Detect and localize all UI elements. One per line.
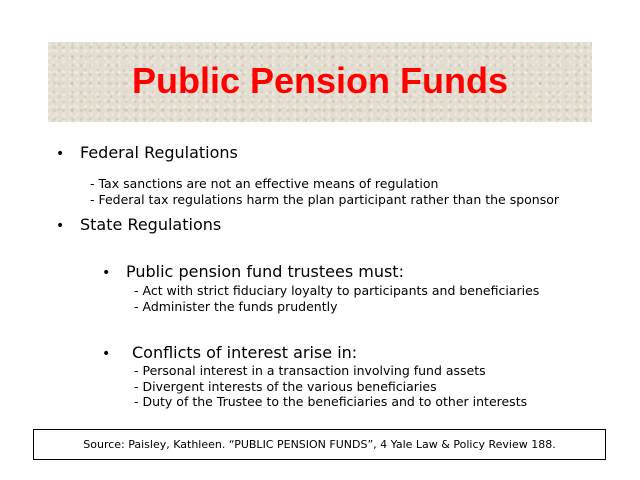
sub-item: - Federal tax regulations harm the plan participant rather than the sponsor [90,191,560,207]
slide-title: Public Pension Funds [131,60,509,101]
bullet-dot-icon: • [102,346,111,362]
bullet-heading: Federal Regulations [80,143,238,162]
source-citation-box [33,429,606,460]
sub-item: - Tax sanctions are not an effective means of regulation [90,176,439,191]
bullet-federal-regulations [56,143,238,162]
bullet-trustees-must [102,262,404,281]
source-citation: Source: Paisley, Kathleen. “PUBLIC PENSION FUNDS”, 4 Yale Law & Policy Review 188. [83,438,556,451]
bullet-heading: State Regulations [80,215,222,234]
bullet-subheading: Public pension fund trustees must: [126,262,404,281]
conflicts-sub-list [134,363,527,410]
bullet-conflicts-of-interest [102,343,357,362]
sub-item: - Divergent interests of the various beneficiaries [134,378,437,394]
bullet-subheading: Conflicts of interest arise in: [132,343,358,362]
bullet-dot-icon: • [102,265,111,281]
sub-item: - Duty of the Trustee to the beneficiaries and to other interests [134,394,528,410]
trustees-sub-list [134,283,539,314]
bullet-dot-icon: • [56,146,65,162]
federal-sub-list [90,176,559,207]
sub-item: - Personal interest in a transaction involving fund assets [134,363,486,378]
sub-item: - Act with strict fiduciary loyalty to participants and beneficiaries [134,283,540,298]
sub-item: - Administer the funds prudently [134,298,338,314]
bullet-dot-icon: • [56,218,65,234]
bullet-state-regulations [56,215,221,234]
title-banner [48,42,592,122]
